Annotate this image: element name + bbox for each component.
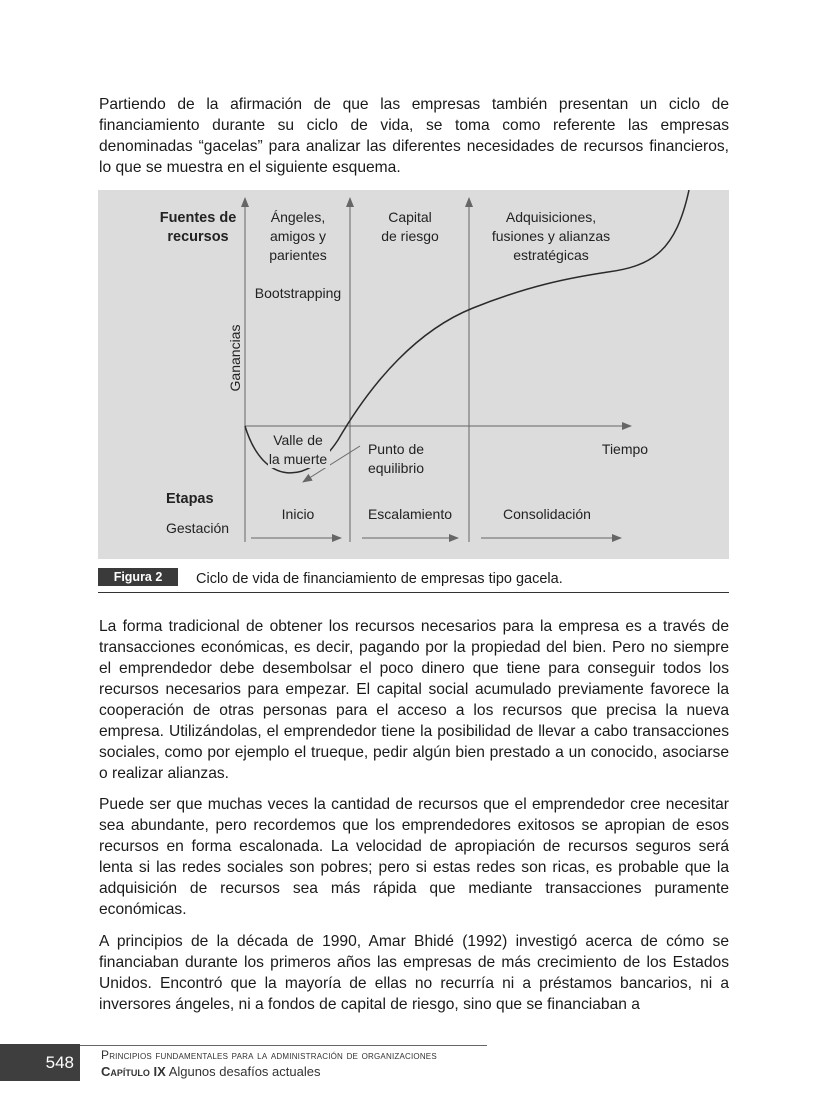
- footer-chapter-label: Capítulo IX: [101, 1064, 166, 1079]
- y-axis-label: Ganancias: [227, 324, 243, 392]
- valley-label-line-1: Valle de: [273, 432, 323, 448]
- body-paragraph-3: A principios de la década de 1990, Amar Bhidé (1992) investigó acerca de cómo se financiaban durante los primeros años las empresas de más crecimiento de los Estados Unidos. Encontró que la mayoría de ellas no recurría ni a préstamos bancarios, ni a inversores ángeles, ni a fondos de capital de riesgo, sino que se financiaban a: [99, 933, 729, 1013]
- financing-cycle-figure: [98, 190, 729, 559]
- source-1-line-3: parientes: [269, 247, 327, 263]
- source-3-line-3: estratégicas: [513, 247, 589, 263]
- stage-escalamiento: Escalamiento: [367, 506, 453, 522]
- source-3-line-2: fusiones y alianzas: [491, 228, 611, 244]
- x-axis-label: Tiempo: [601, 441, 649, 457]
- footer-book-title: Principios fundamentales para la administración de organizaciones: [101, 1048, 437, 1062]
- stage-inicio: Inicio: [281, 506, 315, 522]
- figure-tag: Figura 2: [98, 568, 178, 586]
- source-2-line-2: de riesgo: [381, 228, 439, 244]
- footer-chapter-title: Algunos desafíos actuales: [168, 1064, 321, 1079]
- sources-label-line-1: Fuentes de: [159, 210, 237, 226]
- figure-caption: [98, 567, 729, 593]
- body-paragraph-2: Puede ser que muchas veces la cantidad de recursos que el emprendedor cree necesitar sea abundante, pero recordemos que los emprendedores exitosos se apropian de esos recursos en forma escalonada. La velocidad de apropiación de recursos seguros será lenta si las redes sociales son pobres; pero si estas redes son ricas, es probable que la adquisición de recursos sea más rápida que mediante transacciones puramente económicas.: [99, 796, 729, 918]
- page-number: 548: [45, 1053, 74, 1072]
- source-3-line-1: Adquisiciones,: [505, 209, 597, 225]
- source-1-line-1: Ángeles,: [270, 209, 326, 225]
- breakeven-label-line-1: Punto de: [367, 441, 425, 457]
- bootstrapping-label: Bootstrapping: [254, 285, 342, 301]
- stage-gestacion: Gestación: [166, 520, 230, 536]
- financing-cycle-diagram: [98, 190, 729, 559]
- footer-rule: [80, 1045, 487, 1046]
- stages-label: Etapas: [166, 491, 214, 507]
- intro-paragraph: Partiendo de la afirmación de que las empresas también presentan un ciclo de financiamiento durante su ciclo de vida, se toma como referente las empresas denominadas “gacelas” para analizar las diferentes necesidades de recursos financieros, lo que se muestra en el siguiente esquema.: [99, 96, 729, 176]
- footer-chapter: [101, 1064, 320, 1079]
- figure-caption-text: Ciclo de vida de financiamiento de empresas tipo gacela.: [196, 571, 563, 587]
- source-1-line-2: amigos y: [269, 228, 327, 244]
- body-paragraph-1: La forma tradicional de obtener los recursos necesarios para la empresa es a través de transacciones económicas, es decir, pagando por la propiedad del bien. Pero no siempre el emprendedor debe desembolsar el poco dinero que tiene para conseguir todos los recursos necesarios para empezar. El capital social acumulado previamente favorece la cooperación de otras personas para el acceso a los recursos que precisa la nueva empresa. Utilizándolas, el emprendedor tiene la posibilidad de llevar a cabo transacciones sociales, como por ejemplo el trueque, pedir algún bien prestado a un conocido, asociarse o realizar alianzas.: [99, 618, 729, 782]
- source-2-line-1: Capital: [388, 209, 432, 225]
- breakeven-label-line-2: equilibrio: [367, 460, 425, 476]
- sources-label-line-2: recursos: [167, 229, 229, 245]
- stage-consolidacion: Consolidación: [503, 506, 591, 522]
- valley-label-line-2: la muerte: [268, 451, 328, 467]
